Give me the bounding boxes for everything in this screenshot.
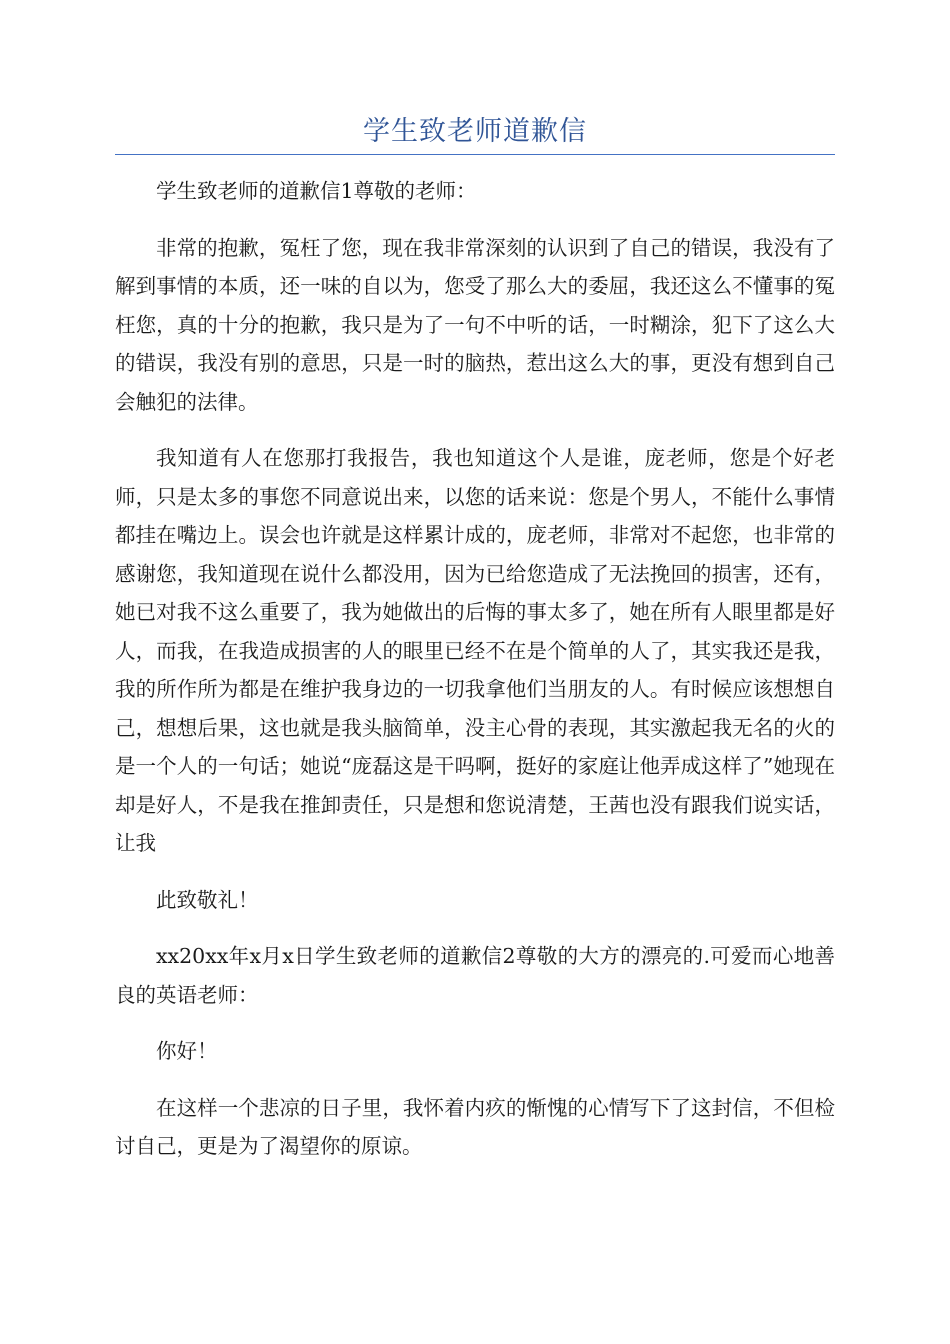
paragraph-hello: 你好！	[156, 1039, 218, 1063]
document-body	[115, 172, 835, 1184]
paragraph-explanation: 我知道有人在您那打我报告，我也知道这个人是谁，庞老师，您是个好老师，只是太多的事您不同意说出来，以您的话来说：您是个男人，不能什么事情都挂在嘴边上。误会也许就是这样累计成的，庞老师，非常对不起您，也非常的感谢您，我知道现在说什么都没用，因为已给您造成了无法挽回的损害，还有，她已对我不这么重要了，我为她做出的后悔的事太多了，她在所有人眼里都是好人，而我，在我造成损害的人的眼里已经不在是个简单的人了，其实我还是我，我的所作所为都是在维护我身边的一切我拿他们当朋友的人。有时候应该想想自己，想想后果，这也就是我头脑简单，没主心骨的表现，其实激起我无名的火的是一个人的一句话；她说“庞磊这是干吗啊，挺好的家庭让他弄成这样了”她现在却是好人，不是我在推卸责任，只是想和您说清楚，王茜也没有跟我们说实话，让我	[115, 446, 835, 855]
paragraph-second-letter-body: 在这样一个悲凉的日子里，我怀着内疚的惭愧的心情写下了这封信，不但检讨自己，更是为了渴望你的原谅。	[115, 1095, 835, 1158]
paragraph-greeting: 学生致老师的道歉信1尊敬的老师：	[156, 179, 477, 203]
title-underline	[115, 154, 835, 155]
document-title: 学生致老师道歉信	[363, 116, 587, 147]
paragraph-apology: 非常的抱歉，冤枉了您，现在我非常深刻的认识到了自己的错误，我没有了解到事情的本质，还一味的自以为，您受了那么大的委屈，我还这么不懂事的冤枉您，真的十分的抱歉，我只是为了一句不中听的话，一时糊涂，犯下了这么大的错误，我没有别的意思，只是一时的脑热，惹出这么大的事，更没有想到自己会触犯的法律。	[115, 235, 835, 414]
paragraph-second-letter-greeting: xx20xx年x月x日学生致老师的道歉信2尊敬的大方的漂亮的.可爱而心地善良的英语老师：	[115, 944, 835, 1007]
paragraph-closing: 此致敬礼！	[156, 887, 259, 912]
